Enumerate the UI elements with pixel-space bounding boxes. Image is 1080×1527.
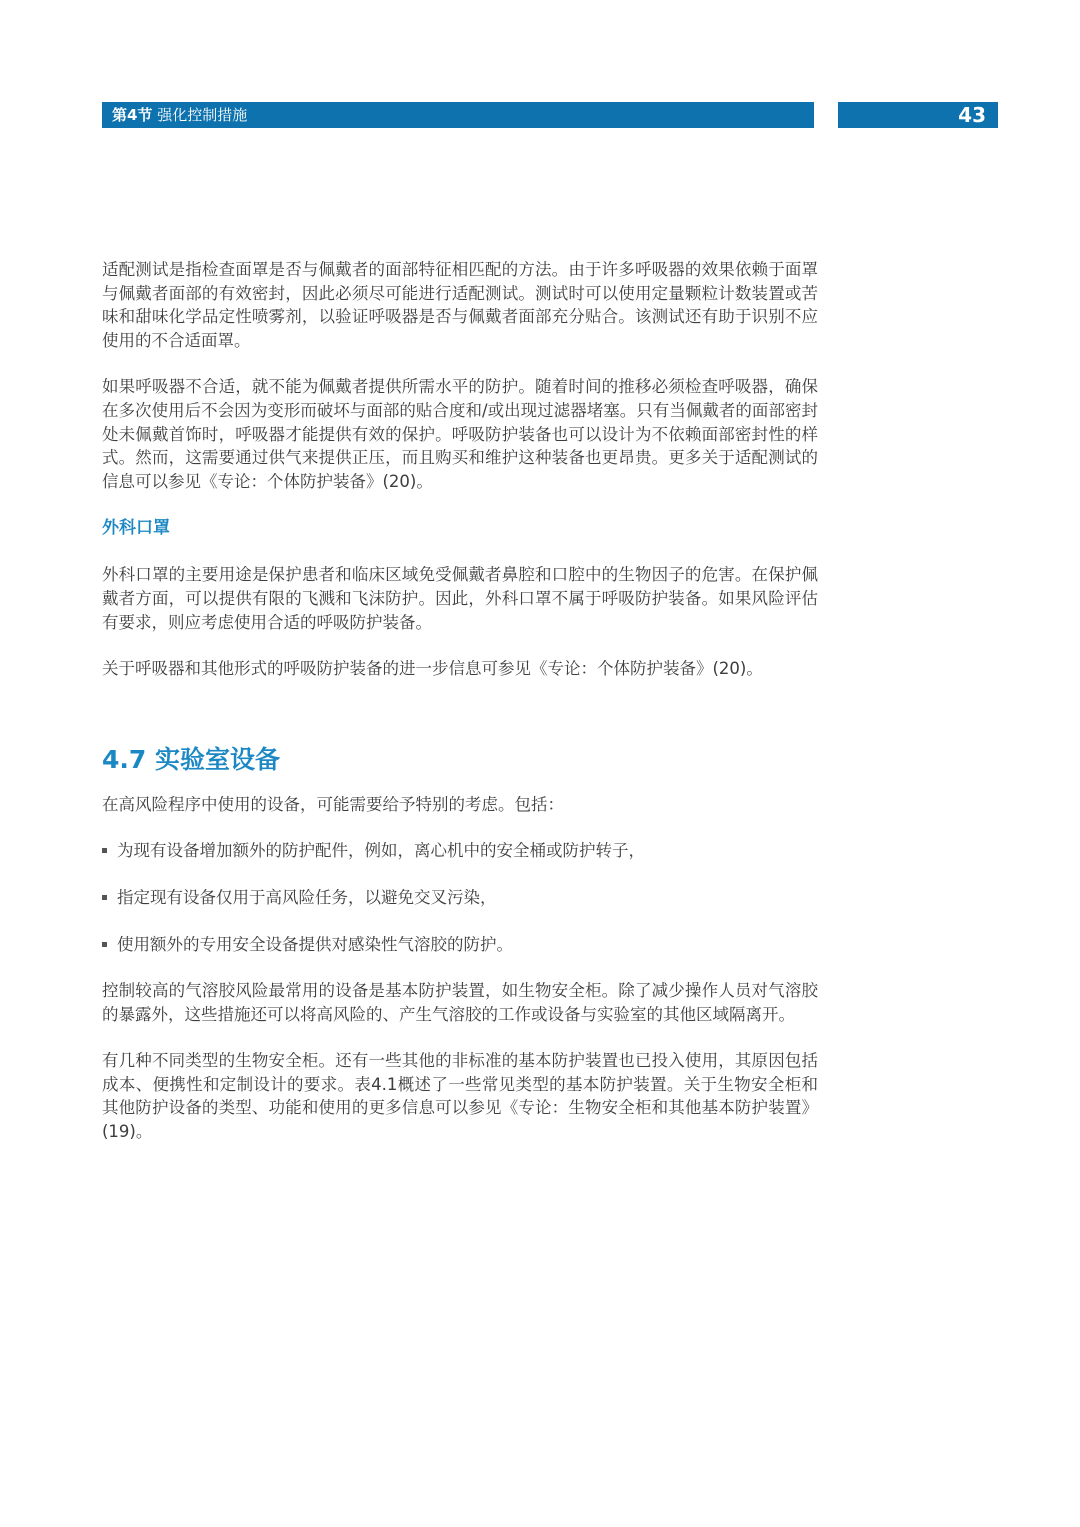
list-item (102, 933, 818, 957)
bullet-icon (102, 942, 107, 947)
list-item-text: 使用额外的专用安全设备提供对感染性气溶胶的防护。 (117, 934, 513, 954)
bullet-icon (102, 848, 107, 853)
list-item (102, 886, 818, 910)
paragraph-bsc-types: 有几种不同类型的生物安全柜。还有一些其他的非标准的基本防护装置也已投入使用，其原因包括成本、便携性和定制设计的要求。表4.1概述了一些常见类型的基本防护装置。关于生物安全柜和其他防护设备的类型、功能和使用的更多信息可以参见《专论：生物安全柜和其他基本防护装置》(19)。 (102, 1051, 818, 1142)
section-number: 第4节 (112, 106, 153, 124)
paragraph-respirator-fit: 如果呼吸器不合适，就不能为佩戴者提供所需水平的防护。随着时间的推移必须检查呼吸器，确保在多次使用后不会因为变形而破坏与面部的贴合度和/或出现过滤器堵塞。只有当佩戴者的面部密封处未佩戴首饰时，呼吸器才能提供有效的保护。呼吸防护装备也可以设计为不依赖面部密封性的样式。然而，这需要通过供气来提供正压，而且购买和维护这种装备也更昂贵。更多关于适配测试的信息可以参见《专论：个体防护装备》(20)。 (102, 377, 818, 491)
list-item (102, 839, 818, 863)
section-heading: 4.7 实验室设备 (102, 744, 280, 774)
section-header-bar (102, 102, 814, 128)
list-item-text: 指定现有设备仅用于高风险任务，以避免交叉污染， (117, 887, 497, 907)
paragraph-fit-test: 适配测试是指检查面罩是否与佩戴者的面部特征相匹配的方法。由于许多呼吸器的效果依赖于面罩与佩戴者面部的有效密封，因此必须尽可能进行适配测试。测试时可以使用定量颗粒计数装置或苦味和甜味化学品定性喷雾剂，以验证呼吸器是否与佩戴者面部充分贴合。该测试还有助于识别不应使用的不合适面罩。 (102, 260, 818, 350)
section-title: 强化控制措施 (157, 106, 248, 124)
page-body (102, 258, 818, 1144)
page-number: 43 (838, 102, 998, 128)
subheading-surgical-masks: 外科口罩 (102, 518, 170, 539)
paragraph-intro: 在高风险程序中使用的设备，可能需要给予特别的考虑。包括： (102, 794, 564, 814)
paragraph-primary-containment: 控制较高的气溶胶风险最常用的设备是基本防护装置，如生物安全柜。除了减少操作人员对气溶胶的暴露外，这些措施还可以将高风险的、产生气溶胶的工作或设备与实验室的其他区域隔离开。 (102, 981, 818, 1024)
bullet-icon (102, 895, 107, 900)
paragraph-surgical-masks: 外科口罩的主要用途是保护患者和临床区域免受佩戴者鼻腔和口腔中的生物因子的危害。在保护佩戴者方面，可以提供有限的飞溅和飞沫防护。因此，外科口罩不属于呼吸防护装备。如果风险评估有要求，则应考虑使用合适的呼吸防护装备。 (102, 565, 818, 632)
paragraph-further-info: 关于呼吸器和其他形式的呼吸防护装备的进一步信息可参见《专论：个体防护装备》(20)。 (102, 659, 763, 679)
list-item-text: 为现有设备增加额外的防护配件，例如，离心机中的安全桶或防护转子， (117, 841, 645, 861)
